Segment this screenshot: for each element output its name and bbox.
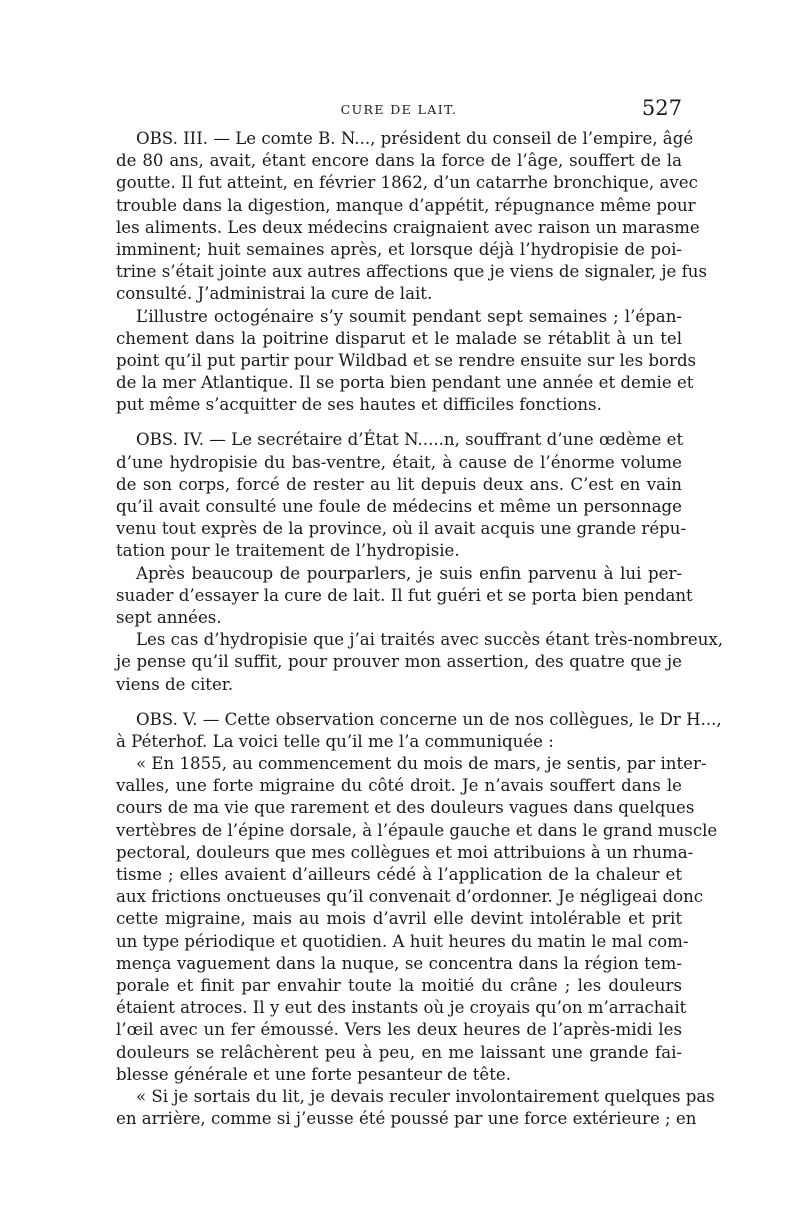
text-line: goutte. Il fut atteint, en février 1862, d’un catarrhe bronchique, avec bbox=[116, 173, 698, 193]
text-line: cours de ma vie que rarement et des douleurs vagues dans quelques bbox=[116, 798, 695, 818]
text-line: de son corps, forcé de rester au lit depuis deux ans. C’est en vain bbox=[116, 474, 682, 494]
text-line: je pense qu’il suffit, pour prouver mon assertion, des quatre que je bbox=[116, 652, 682, 672]
paragraph-obs-3 bbox=[116, 128, 707, 306]
text-line: un type périodique et quotidien. A huit heures du matin le mal com- bbox=[116, 931, 689, 951]
running-head bbox=[116, 96, 682, 126]
text-line: d’une hydropisie du bas-ventre, était, à cause de l’énorme volume bbox=[116, 452, 682, 472]
text-line: OBS. V. — Cette observation concerne un de nos collègues, le Dr H..., bbox=[136, 709, 722, 729]
text-line: porale et finit par envahir toute la moitié du crâne ; les douleurs bbox=[116, 975, 682, 995]
paragraph-obs-3-continued bbox=[116, 306, 697, 417]
running-title: CURE DE LAIT. bbox=[340, 102, 458, 117]
text-line: de 80 ans, avait, étant encore dans la force de l’âge, souffert de la bbox=[116, 151, 682, 171]
text-line: « Si je sortais du lit, je devais reculer involontairement quelques pas bbox=[136, 1086, 715, 1106]
text-line: « En 1855, au commencement du mois de mars, je sentis, par inter- bbox=[136, 754, 707, 774]
text-line: les aliments. Les deux médecins craignaient avec raison un marasme bbox=[116, 217, 700, 237]
paragraph-gap bbox=[116, 416, 682, 429]
paragraph-obs-4-continued bbox=[116, 563, 693, 630]
paragraph-obs-4 bbox=[116, 429, 687, 562]
paragraph-obs-5 bbox=[116, 709, 722, 753]
text-line: l’œil avec un fer émoussé. Vers les deux heures de l’après-midi les bbox=[116, 1020, 682, 1040]
text-line: vertèbres de l’épine dorsale, à l’épaule gauche et dans le grand muscle bbox=[116, 820, 718, 840]
text-line: aux frictions onctueuses qu’il convenait d’ordonner. Je négligeai donc bbox=[116, 887, 704, 907]
text-line: en arrière, comme si j’eusse été poussé par une force extérieure ; en bbox=[116, 1109, 697, 1129]
paragraph-obs-4-conclusion bbox=[116, 629, 724, 696]
text-line: valles, une forte migraine du côté droit. Je n’avais souffert dans le bbox=[116, 776, 682, 796]
paragraph-obs-5-quote bbox=[116, 753, 718, 1086]
text-line: sept années. bbox=[116, 607, 222, 627]
text-line: blesse générale et une forte pesanteur de tête. bbox=[116, 1064, 512, 1084]
text-line: trine s’était jointe aux autres affections que je viens de signaler, je fus bbox=[116, 262, 707, 282]
text-line: imminent; huit semaines après, et lorsque déjà l’hydropisie de poi- bbox=[116, 239, 682, 259]
text-line: OBS. III. — Le comte B. N..., président du conseil de l’empire, âgé bbox=[136, 129, 694, 148]
text-line: OBS. IV. — Le secrétaire d’État N.....n, souffrant d’une œdème et bbox=[136, 430, 684, 450]
text-line: consulté. J’administrai la cure de lait. bbox=[116, 284, 433, 304]
paragraph-obs-5-quote-continued bbox=[116, 1086, 715, 1130]
text-line: viens de citer. bbox=[116, 674, 234, 694]
body-text bbox=[116, 128, 724, 1130]
text-line: douleurs se relâchèrent peu à peu, en me laissant une grande fai- bbox=[116, 1042, 682, 1062]
text-line: étaient atroces. Il y eut des instants où je croyais qu’on m’arrachait bbox=[116, 998, 687, 1018]
text-line: put même s’acquitter de ses hautes et difficiles fonctions. bbox=[116, 395, 602, 415]
text-line: Après beaucoup de pourparlers, je suis enfin parvenu à lui per- bbox=[136, 563, 682, 583]
text-line: tation pour le traitement de l’hydropisie. bbox=[116, 541, 460, 561]
text-line: suader d’essayer la cure de lait. Il fut guéri et se porta bien pendant bbox=[116, 585, 693, 605]
text-line: cette migraine, mais au mois d’avril elle devint intolérable et prit bbox=[116, 909, 682, 929]
text-line: L’illustre octogénaire s’y soumit pendant sept semaines ; l’épan- bbox=[136, 306, 682, 326]
text-line: de la mer Atlantique. Il se porta bien pendant une année et demie et bbox=[116, 373, 694, 393]
text-line: tisme ; elles avaient d’ailleurs cédé à l’application de la chaleur et bbox=[116, 865, 682, 884]
text-line: mença vaguement dans la nuque, se concentra dans la région tem- bbox=[116, 953, 682, 973]
text-line: venu tout exprès de la province, où il avait acquis une grande répu- bbox=[116, 519, 687, 539]
paragraph-gap bbox=[116, 696, 682, 709]
text-line: à Péterhof. La voici telle qu’il me l’a communiquée : bbox=[116, 731, 554, 751]
text-line: pectoral, douleurs que mes collègues et moi attribuions à un rhuma- bbox=[116, 842, 694, 862]
text-line: trouble dans la digestion, manque d’appétit, répugnance même pour bbox=[116, 195, 696, 215]
text-line: Les cas d’hydropisie que j’ai traités avec succès étant très-nombreux, bbox=[136, 630, 724, 650]
page-number: 527 bbox=[641, 96, 682, 120]
text-line: qu’il avait consulté une foule de médecins et même un personnage bbox=[116, 497, 682, 516]
text-line: chement dans la poitrine disparut et le malade se rétablit à un tel bbox=[116, 328, 682, 348]
text-line: point qu’il put partir pour Wildbad et se rendre ensuite sur les bords bbox=[116, 350, 697, 370]
